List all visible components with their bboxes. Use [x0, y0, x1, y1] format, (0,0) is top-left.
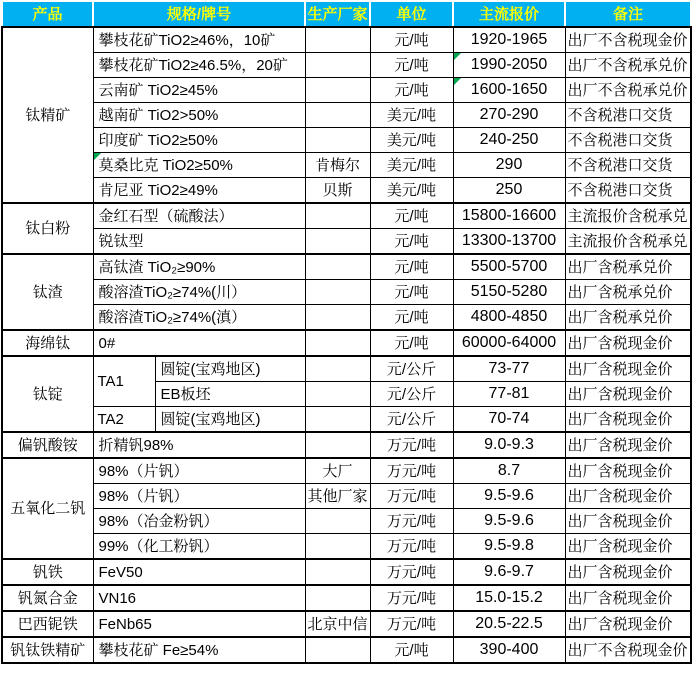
price-cell: 9.6-9.7 [453, 559, 565, 585]
price-cell: 250 [453, 178, 565, 204]
table-row [2, 484, 691, 509]
unit-cell: 万元/吨 [370, 484, 453, 509]
spec-cell: 肯尼亚 TiO2≥49% [93, 178, 305, 204]
price-cell: 9.0-9.3 [453, 432, 565, 458]
table-row [2, 637, 691, 663]
price-cell: 15800-16600 [453, 203, 565, 229]
table-row [2, 559, 691, 585]
note-cell: 出厂含税现金价 [565, 356, 691, 382]
spec-cell: 高钛渣 TiO₂≥90% [93, 254, 305, 280]
table-row [2, 611, 691, 637]
spec-cell: FeNb65 [93, 611, 305, 637]
price-cell: 60000-64000 [453, 330, 565, 356]
price-cell: 240-250 [453, 128, 565, 153]
price-cell: 8.7 [453, 458, 565, 484]
unit-cell: 美元/吨 [370, 153, 453, 178]
product-cell: 钛渣 [2, 254, 93, 330]
col-header-unit: 单位 [370, 1, 453, 27]
note-cell: 出厂含税承兑价 [565, 305, 691, 331]
spec-cell: 99%（化工粉钒） [93, 534, 305, 560]
manufacturer-cell [305, 432, 370, 458]
comment-marker-icon [454, 53, 461, 60]
table-row [2, 229, 691, 255]
col-header-manufacturer: 生产厂家 [305, 1, 370, 27]
unit-cell: 万元/吨 [370, 458, 453, 484]
header-row [2, 1, 691, 27]
grade-cell: TA2 [93, 407, 155, 433]
unit-cell: 美元/吨 [370, 128, 453, 153]
spec-cell: 锐钛型 [93, 229, 305, 255]
note-cell: 出厂不含税现金价 [565, 637, 691, 663]
table-row [2, 78, 691, 103]
product-cell: 巴西铌铁 [2, 611, 93, 637]
note-cell: 出厂含税现金价 [565, 559, 691, 585]
note-cell: 出厂含税现金价 [565, 534, 691, 560]
table-row [2, 203, 691, 229]
unit-cell: 元/吨 [370, 203, 453, 229]
price-cell: 9.5-9.6 [453, 484, 565, 509]
table-row [2, 280, 691, 305]
manufacturer-cell [305, 585, 370, 611]
unit-cell: 元/吨 [370, 280, 453, 305]
unit-cell: 元/吨 [370, 53, 453, 78]
unit-cell: 万元/吨 [370, 534, 453, 560]
manufacturer-cell [305, 382, 370, 407]
table-row [2, 356, 691, 382]
manufacturer-cell [305, 509, 370, 534]
unit-cell: 元/吨 [370, 330, 453, 356]
price-cell: 15.0-15.2 [453, 585, 565, 611]
price-cell: 1920-1965 [453, 27, 565, 53]
note-cell: 出厂不含税现金价 [565, 27, 691, 53]
spec-cell: 0# [93, 330, 305, 356]
unit-cell: 元/公斤 [370, 382, 453, 407]
note-cell: 出厂含税承兑价 [565, 254, 691, 280]
manufacturer-cell [305, 229, 370, 255]
spec-cell: 98%（片钒） [93, 484, 305, 509]
price-text: 1990-2050 [470, 56, 548, 73]
price-cell: 390-400 [453, 637, 565, 663]
manufacturer-cell [305, 203, 370, 229]
table-row [2, 178, 691, 204]
comment-marker-icon [454, 78, 461, 85]
table-row [2, 509, 691, 534]
note-cell: 出厂含税现金价 [565, 432, 691, 458]
price-cell: 13300-13700 [453, 229, 565, 255]
product-cell: 钛精矿 [2, 27, 93, 203]
note-cell: 出厂含税现金价 [565, 611, 691, 637]
price-cell [453, 53, 565, 78]
spec-cell: VN16 [93, 585, 305, 611]
manufacturer-cell [305, 53, 370, 78]
product-cell: 偏钒酸铵 [2, 432, 93, 458]
price-cell: 73-77 [453, 356, 565, 382]
col-header-spec: 规格/牌号 [93, 1, 305, 27]
spec-cell: 越南矿 TiO2>50% [93, 103, 305, 128]
product-cell: 钒氮合金 [2, 585, 93, 611]
product-cell: 海绵钛 [2, 330, 93, 356]
unit-cell: 元/吨 [370, 305, 453, 331]
table-row [2, 330, 691, 356]
spec-cell: 98%（冶金粉钒） [93, 509, 305, 534]
manufacturer-cell: 其他厂家 [305, 484, 370, 509]
unit-cell: 万元/吨 [370, 509, 453, 534]
spec-cell: 攀枝花矿TiO2≥46.5%，20矿 [93, 53, 305, 78]
manufacturer-cell [305, 407, 370, 433]
note-cell: 主流报价含税承兑 [565, 203, 691, 229]
manufacturer-cell: 肯梅尔 [305, 153, 370, 178]
table-row [2, 407, 691, 433]
manufacturer-cell [305, 305, 370, 331]
product-cell: 钛白粉 [2, 203, 93, 254]
spec-cell: 98%（片钒） [93, 458, 305, 484]
manufacturer-cell: 大厂 [305, 458, 370, 484]
note-cell: 出厂含税现金价 [565, 585, 691, 611]
product-cell: 钛锭 [2, 356, 93, 432]
manufacturer-cell [305, 27, 370, 53]
manufacturer-cell: 北京中信 [305, 611, 370, 637]
table-row [2, 103, 691, 128]
price-cell: 290 [453, 153, 565, 178]
table-row [2, 53, 691, 78]
note-cell: 出厂含税现金价 [565, 458, 691, 484]
price-cell: 20.5-22.5 [453, 611, 565, 637]
price-cell: 5500-5700 [453, 254, 565, 280]
table-row [2, 534, 691, 560]
unit-cell: 万元/吨 [370, 559, 453, 585]
manufacturer-cell [305, 254, 370, 280]
col-header-price: 主流报价 [453, 1, 565, 27]
product-cell: 钒铁 [2, 559, 93, 585]
unit-cell: 元/吨 [370, 254, 453, 280]
table-row [2, 432, 691, 458]
manufacturer-cell: 贝斯 [305, 178, 370, 204]
manufacturer-cell [305, 280, 370, 305]
manufacturer-cell [305, 356, 370, 382]
col-header-note: 备注 [565, 1, 691, 27]
table-row [2, 458, 691, 484]
manufacturer-cell [305, 534, 370, 560]
spec-cell: 攀枝花矿TiO2≥46%，10矿 [93, 27, 305, 53]
note-cell: 出厂不含税承兑价 [565, 53, 691, 78]
unit-cell: 元/公斤 [370, 356, 453, 382]
note-cell: 不含税港口交货 [565, 178, 691, 204]
col-header-product: 产品 [2, 1, 93, 27]
spec-cell: 金红石型（硫酸法） [93, 203, 305, 229]
note-cell: 出厂含税现金价 [565, 484, 691, 509]
note-cell: 出厂含税现金价 [565, 407, 691, 433]
table-row [2, 585, 691, 611]
manufacturer-cell [305, 103, 370, 128]
unit-cell: 元/吨 [370, 27, 453, 53]
manufacturer-cell [305, 330, 370, 356]
unit-cell: 美元/吨 [370, 178, 453, 204]
comment-marker-icon [94, 153, 101, 160]
price-cell: 77-81 [453, 382, 565, 407]
unit-cell: 元/吨 [370, 78, 453, 103]
unit-cell: 万元/吨 [370, 432, 453, 458]
price-text: 1600-1650 [470, 81, 548, 98]
unit-cell: 元/吨 [370, 229, 453, 255]
note-cell: 出厂含税现金价 [565, 382, 691, 407]
note-cell: 不含税港口交货 [565, 153, 691, 178]
price-cell: 270-290 [453, 103, 565, 128]
unit-cell: 美元/吨 [370, 103, 453, 128]
unit-cell: 元/吨 [370, 637, 453, 663]
spec-text: 莫桑比克 TiO2≥50% [98, 156, 233, 174]
spec-cell [93, 153, 305, 178]
product-cell: 钒钛铁精矿 [2, 637, 93, 663]
price-cell: 4800-4850 [453, 305, 565, 331]
spec-cell: 圆锭(宝鸡地区) [155, 356, 305, 382]
price-cell: 5150-5280 [453, 280, 565, 305]
product-cell: 五氧化二钒 [2, 458, 93, 559]
price-cell: 9.5-9.8 [453, 534, 565, 560]
note-cell: 不含税港口交货 [565, 128, 691, 153]
table-row [2, 305, 691, 331]
spec-cell: 酸溶渣TiO₂≥74%(川） [93, 280, 305, 305]
unit-cell: 万元/吨 [370, 585, 453, 611]
spec-cell: EB板坯 [155, 382, 305, 407]
manufacturer-cell [305, 78, 370, 103]
price-cell: 70-74 [453, 407, 565, 433]
spec-cell: 圆锭(宝鸡地区) [155, 407, 305, 433]
unit-cell: 元/公斤 [370, 407, 453, 433]
note-cell: 出厂含税现金价 [565, 330, 691, 356]
note-cell: 出厂含税现金价 [565, 509, 691, 534]
spec-cell: 折精钒98% [93, 432, 305, 458]
note-cell: 出厂含税承兑价 [565, 280, 691, 305]
table-row [2, 27, 691, 53]
price-cell: 9.5-9.6 [453, 509, 565, 534]
manufacturer-cell [305, 559, 370, 585]
grade-cell: TA1 [93, 356, 155, 407]
manufacturer-cell [305, 128, 370, 153]
price-table [1, 0, 692, 664]
note-cell: 出厂不含税承兑价 [565, 78, 691, 103]
table-row [2, 153, 691, 178]
spec-cell: FeV50 [93, 559, 305, 585]
spec-cell: 云南矿 TiO2≥45% [93, 78, 305, 103]
note-cell: 不含税港口交货 [565, 103, 691, 128]
price-cell [453, 78, 565, 103]
spec-cell: 攀枝花矿 Fe≥54% [93, 637, 305, 663]
table-row [2, 128, 691, 153]
spec-cell: 酸溶渣TiO₂≥74%(滇） [93, 305, 305, 331]
spec-cell: 印度矿 TiO2≥50% [93, 128, 305, 153]
unit-cell: 万元/吨 [370, 611, 453, 637]
table-row [2, 254, 691, 280]
note-cell: 主流报价含税承兑 [565, 229, 691, 255]
manufacturer-cell [305, 637, 370, 663]
